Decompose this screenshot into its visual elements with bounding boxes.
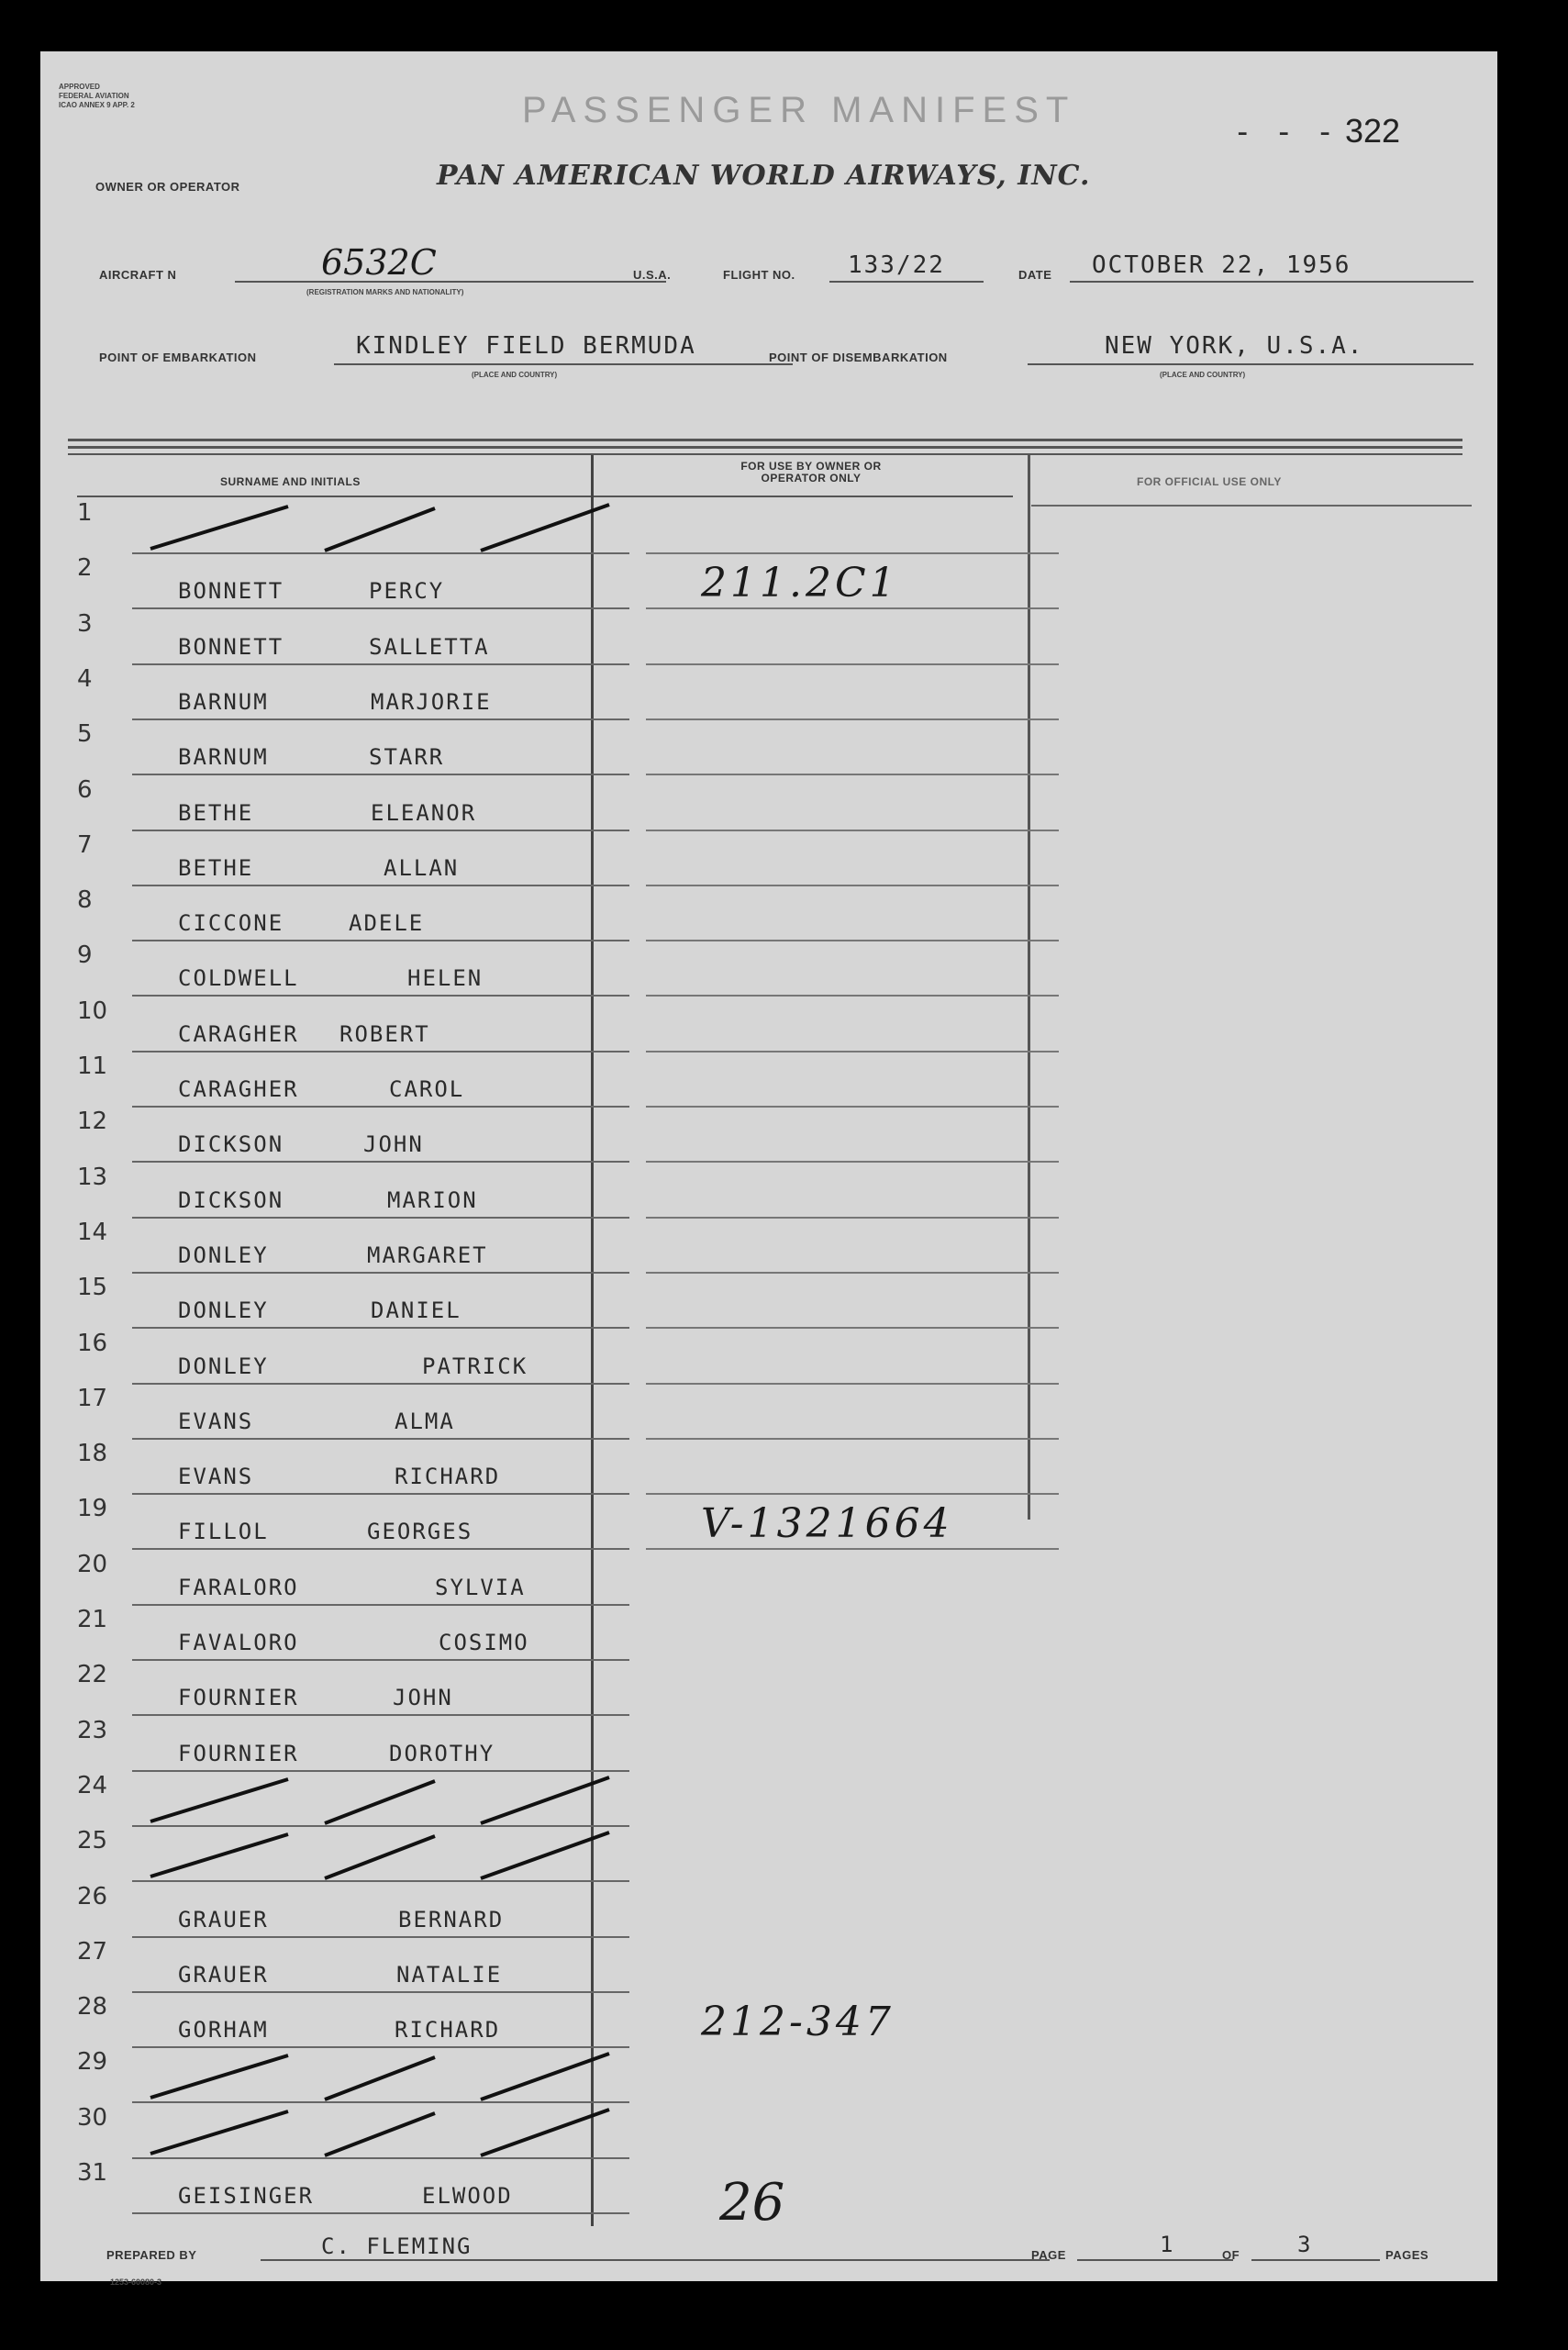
aircraft-line: [235, 281, 666, 283]
passenger-given-name: SYLVIA: [435, 1574, 526, 1600]
aircraft-sublabel: (REGISTRATION MARKS AND NATIONALITY): [306, 288, 464, 296]
operator-note: V-1321664: [701, 1500, 953, 1548]
manifest-sheet: [40, 51, 1497, 2287]
passenger-given-name: ALMA: [395, 1408, 455, 1434]
embark-sublabel: (PLACE AND COUNTRY): [472, 371, 558, 379]
strikethrough-mark: [132, 501, 646, 556]
table-top-rule-2: [68, 446, 1462, 449]
row-rule: [132, 1161, 629, 1163]
passenger-given-name: JOHN: [393, 1685, 453, 1711]
strike-stroke: [481, 1777, 609, 1823]
passenger-given-name: MARGARET: [367, 1242, 488, 1268]
strikethrough-mark: [132, 1829, 646, 1884]
strike-stroke: [325, 1781, 435, 1823]
operator-row-rule: [646, 1383, 1059, 1385]
table-top-rule-3: [68, 453, 1462, 455]
date-label: DATE: [1018, 268, 1052, 282]
passenger-given-name: ELWOOD: [422, 2183, 513, 2209]
prepared-by: C. FLEMING: [321, 2233, 473, 2259]
operator-row-rule: [646, 718, 1059, 720]
embark-line: [334, 363, 793, 365]
approval-line-2: FEDERAL AVIATION: [59, 92, 129, 100]
strike-stroke: [481, 505, 609, 551]
passenger-surname: BARNUM: [178, 744, 269, 771]
row-rule: [132, 995, 629, 997]
row-rule: [132, 1659, 629, 1661]
operator-row-rule: [646, 1327, 1059, 1329]
table-row: [40, 1995, 1031, 2050]
table-row: [40, 999, 1031, 1054]
row-rule: [132, 830, 629, 831]
strike-stroke: [150, 2055, 288, 2098]
form-title: PASSENGER MANIFEST: [522, 90, 1076, 130]
passenger-surname: COLDWELL: [178, 965, 299, 992]
table-row: [40, 1220, 1031, 1275]
row-number: 23: [77, 1716, 108, 1744]
operator-row-rule: [646, 1548, 1059, 1550]
row-number: 14: [77, 1218, 108, 1246]
passenger-surname: FOURNIER: [178, 1685, 299, 1711]
table-row: [40, 1550, 1031, 1608]
row-rule: [132, 607, 629, 609]
table-row: [40, 609, 1031, 667]
table-row: [40, 1882, 1031, 1940]
passenger-given-name: NATALIE: [396, 1961, 503, 1988]
strike-stroke: [481, 1832, 609, 1878]
row-number: 15: [77, 1274, 108, 1302]
passenger-given-name: MARION: [387, 1186, 478, 1213]
embark-label: POINT OF EMBARKATION: [99, 351, 257, 364]
passenger-surname: BARNUM: [178, 688, 269, 715]
row-number: 6: [77, 775, 93, 804]
passenger-surname: CARAGHER: [178, 1020, 299, 1047]
passenger-surname: BONNETT: [178, 633, 284, 660]
table-row: [40, 1331, 1031, 1387]
table-row: [40, 1829, 1031, 1884]
row-rule: [132, 1991, 629, 1993]
disembark-label: POINT OF DISEMBARKATION: [769, 351, 948, 364]
passenger-given-name: BERNARD: [398, 1906, 505, 1932]
operator-row-rule: [646, 1051, 1059, 1052]
row-number: 22: [77, 1661, 108, 1689]
dash-marks: - - -: [1233, 114, 1337, 150]
operator-row-rule: [646, 663, 1059, 665]
passenger-given-name: CAROL: [389, 1076, 465, 1102]
passenger-given-name: PERCY: [369, 578, 445, 605]
page-line: [1077, 2259, 1233, 2261]
row-number: 12: [77, 1108, 108, 1136]
strike-stroke: [325, 1836, 435, 1878]
passenger-given-name: RICHARD: [395, 1464, 501, 1490]
table-row: [40, 1716, 1031, 1774]
passenger-surname: DONLEY: [178, 1298, 269, 1324]
handwritten-total: 26: [719, 2173, 785, 2233]
strike-stroke: [150, 1779, 288, 1821]
table-row: [40, 1497, 1031, 1552]
passenger-given-name: ROBERT: [339, 1020, 430, 1047]
row-number: 2: [77, 554, 93, 583]
flight-date: OCTOBER 22, 1956: [1092, 251, 1351, 279]
passenger-surname: FARALORO: [178, 1574, 299, 1600]
row-number: 19: [77, 1495, 108, 1523]
row-rule: [132, 885, 629, 886]
passenger-given-name: STARR: [369, 744, 445, 771]
table-row: [40, 2050, 1031, 2105]
table-row: [40, 556, 1031, 611]
table-row: [40, 2161, 1031, 2216]
operator-row-rule: [646, 940, 1059, 941]
passenger-given-name: ALLAN: [384, 854, 460, 881]
operator-row-rule: [646, 774, 1059, 775]
table-row: [40, 2103, 1031, 2161]
usa-label: U.S.A.: [633, 268, 672, 282]
passenger-surname: GORHAM: [178, 2017, 269, 2044]
table-row: [40, 775, 1031, 833]
row-rule: [132, 1272, 629, 1274]
operator-row-rule: [646, 830, 1059, 831]
row-number: 11: [77, 1052, 108, 1080]
passenger-surname: DONLEY: [178, 1353, 269, 1379]
header-underline: [77, 496, 1013, 497]
row-number: 10: [77, 997, 108, 1025]
row-number: 26: [77, 1882, 108, 1910]
row-number: 18: [77, 1440, 108, 1468]
row-rule: [132, 1770, 629, 1772]
table-row: [40, 1442, 1031, 1497]
row-rule: [132, 1714, 629, 1716]
strike-stroke: [150, 1834, 288, 1877]
row-rule: [132, 1327, 629, 1329]
strikethrough-mark: [132, 2106, 646, 2161]
row-number: 25: [77, 1827, 108, 1855]
date-line: [1070, 281, 1473, 283]
passenger-surname: DICKSON: [178, 1131, 284, 1158]
row-number: 24: [77, 1771, 108, 1799]
passenger-surname: GEISINGER: [178, 2183, 315, 2209]
passenger-surname: BETHE: [178, 799, 254, 826]
strike-stroke: [481, 2110, 609, 2155]
strike-stroke: [325, 508, 435, 551]
operator-name: PAN AMERICAN WORLD AIRWAYS, INC.: [437, 160, 1091, 192]
passenger-given-name: DOROTHY: [389, 1740, 495, 1766]
table-row: [40, 1109, 1031, 1164]
row-number: 21: [77, 1606, 108, 1633]
table-row: [40, 1165, 1031, 1220]
passenger-given-name: RICHARD: [395, 2017, 501, 2044]
row-number: 5: [77, 720, 93, 749]
passenger-surname: CARAGHER: [178, 1076, 299, 1102]
row-rule: [132, 1493, 629, 1495]
row-rule: [132, 718, 629, 720]
table-row: [40, 830, 1031, 888]
strike-stroke: [481, 2054, 609, 2099]
operator-note: 212-347: [701, 1999, 895, 2046]
operator-row-rule: [646, 885, 1059, 886]
page-stamp-number: 322: [1345, 112, 1401, 150]
row-rule: [132, 663, 629, 665]
flight-number: 133/22: [848, 251, 945, 279]
column-surname: SURNAME AND INITIALS: [220, 475, 361, 488]
passenger-surname: GRAUER: [178, 1961, 269, 1988]
official-header-underline: [1031, 505, 1472, 507]
row-number: 30: [77, 2103, 108, 2132]
row-number: 13: [77, 1163, 108, 1191]
operator-row-rule: [646, 552, 1059, 554]
table-row: [40, 1275, 1031, 1331]
strikethrough-mark: [132, 2050, 646, 2105]
row-rule: [132, 1438, 629, 1440]
table-row: [40, 501, 1031, 556]
row-number: 1: [77, 499, 93, 527]
row-number: 9: [77, 941, 93, 970]
row-number: 27: [77, 1937, 108, 1966]
passenger-surname: FAVALORO: [178, 1630, 299, 1655]
passenger-surname: DONLEY: [178, 1242, 269, 1268]
column-owner-use: FOR USE BY OWNER OR OPERATOR ONLY: [740, 460, 882, 484]
table-row: [40, 1771, 1031, 1829]
row-number: 28: [77, 1993, 108, 2021]
passenger-given-name: ADELE: [349, 910, 425, 937]
row-rule: [132, 1217, 629, 1219]
prepared-line: [261, 2259, 1050, 2261]
strike-stroke: [150, 507, 288, 549]
row-number: 31: [77, 2159, 108, 2187]
row-rule: [132, 1548, 629, 1550]
strikethrough-mark: [132, 1774, 646, 1829]
disembark-place: NEW YORK, U.S.A.: [1105, 332, 1364, 360]
passenger-surname: GRAUER: [178, 1906, 269, 1932]
pages-label: PAGES: [1385, 2248, 1429, 2262]
operator-row-rule: [646, 1106, 1059, 1108]
row-rule: [132, 1936, 629, 1938]
approval-line-3: ICAO ANNEX 9 APP. 2: [59, 101, 135, 109]
table-row: [40, 664, 1031, 722]
passenger-given-name: SALLETTA: [369, 633, 490, 660]
passenger-given-name: ELEANOR: [371, 799, 477, 826]
passenger-surname: DICKSON: [178, 1186, 284, 1213]
passenger-given-name: GEORGES: [367, 1519, 473, 1545]
row-number: 3: [77, 609, 93, 638]
passenger-surname: BONNETT: [178, 578, 284, 605]
strike-stroke: [325, 2113, 435, 2155]
approval-line-1: APPROVED: [59, 83, 100, 91]
row-number: 4: [77, 664, 93, 693]
passenger-given-name: PATRICK: [422, 1353, 528, 1379]
table-row: [40, 1608, 1031, 1663]
row-number: 29: [77, 2048, 108, 2077]
page-label: PAGE: [1031, 2248, 1066, 2262]
of-line: [1251, 2259, 1380, 2261]
operator-row-rule: [646, 1272, 1059, 1274]
form-code: 1253-60080-3: [110, 2278, 162, 2287]
passenger-given-name: MARJORIE: [371, 688, 492, 715]
strike-stroke: [150, 2111, 288, 2154]
table-top-rule-1: [68, 439, 1462, 441]
row-number: 16: [77, 1329, 108, 1357]
aircraft-label: AIRCRAFT N: [99, 268, 177, 282]
operator-row-rule: [646, 1161, 1059, 1163]
table-row: [40, 888, 1031, 943]
passenger-surname: CICCONE: [178, 910, 284, 937]
aircraft-registration: 6532C: [321, 242, 437, 283]
row-rule: [132, 1604, 629, 1606]
page-value: 1: [1160, 2232, 1175, 2257]
approval-note: [59, 83, 135, 110]
column-official-use: FOR OFFICIAL USE ONLY: [1137, 475, 1282, 488]
row-number: 8: [77, 886, 93, 915]
row-number: 17: [77, 1384, 108, 1412]
table-row: [40, 722, 1031, 777]
table-row: [40, 1054, 1031, 1109]
passenger-surname: BETHE: [178, 854, 254, 881]
row-number: 7: [77, 830, 93, 859]
table-row: [40, 943, 1031, 998]
operator-row-rule: [646, 1438, 1059, 1440]
passenger-given-name: HELEN: [407, 965, 484, 992]
prepared-label: PREPARED BY: [106, 2248, 197, 2262]
owner-label: OWNER OR OPERATOR: [95, 180, 240, 194]
row-rule: [132, 1383, 629, 1385]
passenger-given-name: JOHN: [363, 1131, 424, 1158]
operator-row-rule: [646, 1493, 1059, 1495]
strike-stroke: [325, 2057, 435, 2099]
operator-row-rule: [646, 1217, 1059, 1219]
table-row: [40, 1937, 1031, 1995]
passenger-surname: FOURNIER: [178, 1740, 299, 1766]
operator-row-rule: [646, 995, 1059, 997]
flight-line: [829, 281, 984, 283]
of-label: OF: [1222, 2248, 1240, 2262]
row-rule: [132, 940, 629, 941]
passenger-given-name: COSIMO: [439, 1630, 529, 1655]
row-number: 20: [77, 1550, 108, 1578]
disembark-sublabel: (PLACE AND COUNTRY): [1160, 371, 1246, 379]
row-rule: [132, 1051, 629, 1052]
operator-row-rule: [646, 607, 1059, 609]
flight-label: FLIGHT NO.: [723, 268, 795, 282]
row-rule: [132, 774, 629, 775]
disembark-line: [1028, 363, 1473, 365]
of-value: 3: [1297, 2232, 1313, 2257]
row-rule: [132, 2212, 629, 2214]
passenger-surname: FILLOL: [178, 1519, 269, 1545]
passenger-surname: EVANS: [178, 1464, 254, 1490]
passenger-surname: EVANS: [178, 1408, 254, 1434]
table-row: [40, 1384, 1031, 1442]
row-rule: [132, 2046, 629, 2048]
row-rule: [132, 1106, 629, 1108]
passenger-given-name: DANIEL: [371, 1298, 462, 1324]
table-row: [40, 1663, 1031, 1718]
embark-place: KINDLEY FIELD BERMUDA: [356, 332, 696, 360]
operator-note: 211.2C1: [701, 560, 899, 607]
